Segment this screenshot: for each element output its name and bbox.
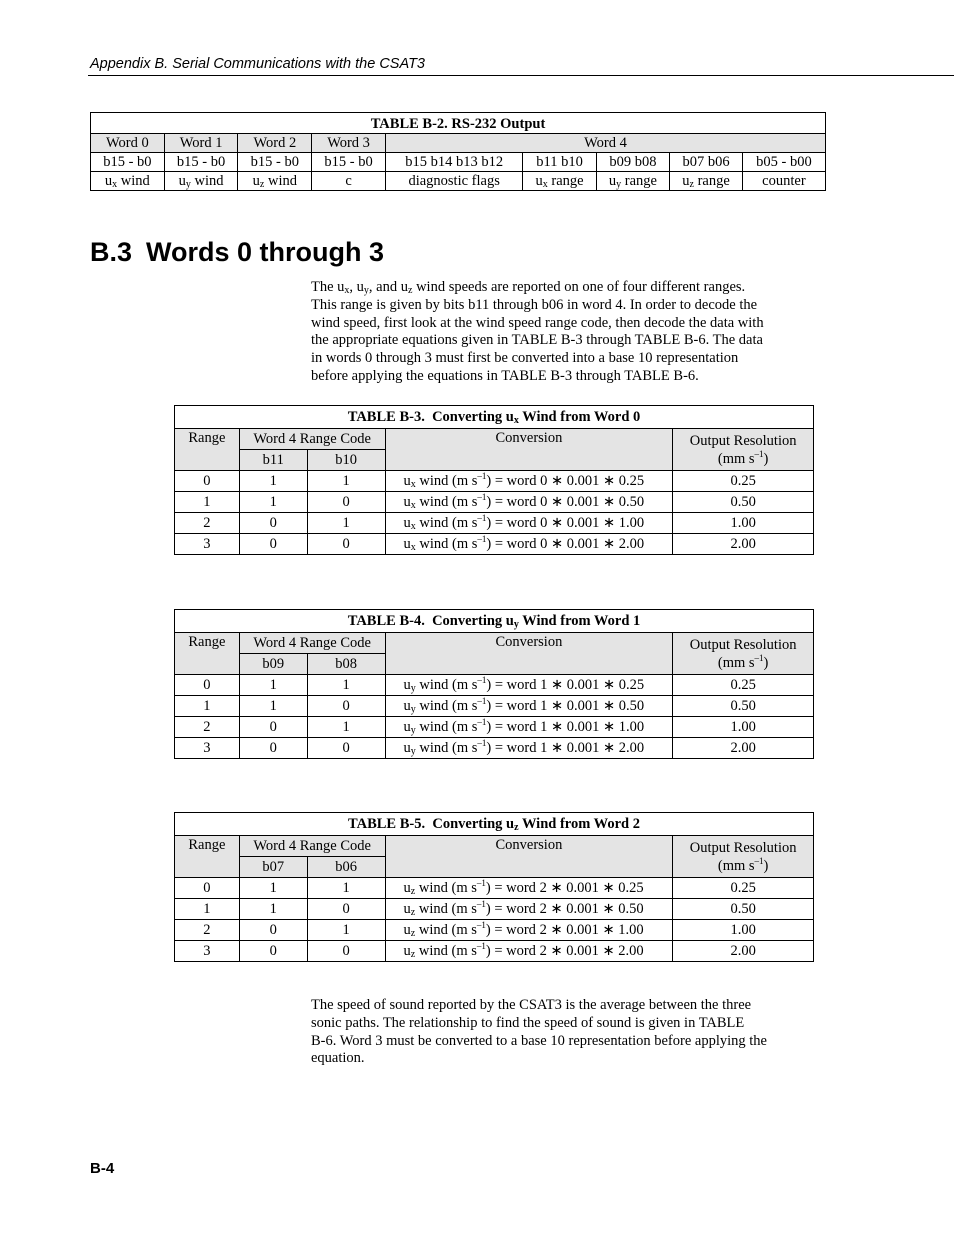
conversion-formula: $u_z$ wind (m $s^{-1}$) = word 2 ∗ 0.001 ∗ 0.25 (385, 878, 673, 899)
conversion-header: Conversion (385, 429, 673, 471)
bit-cell: 1 (239, 696, 307, 717)
resolution-cell: 2.00 (673, 534, 814, 555)
table-row (175, 738, 814, 759)
conversion-formula: $u_x$ wind (m $s^{-1}$) = word 0 ∗ 0.001 ∗ 2.00 (385, 534, 673, 555)
word-header: Word 0 (91, 134, 165, 153)
conversion-formula: $u_y$ wind (m $s^{-1}$) = word 1 ∗ 0.001 ∗ 0.25 (385, 675, 673, 696)
table-caption: TABLE B-5. Converting $u_z$ Wind from Word 2 (175, 813, 814, 836)
speed-of-sound-paragraph (311, 997, 811, 1068)
conversion-formula: $u_z$ wind (m $s^{-1}$) = word 2 ∗ 0.001 ∗ 1.00 (385, 920, 673, 941)
bit-cell: 1 (307, 471, 385, 492)
table-row (175, 492, 814, 513)
bits-cell: b09 b08 (596, 153, 669, 172)
conversion-formula: $u_x$ wind (m $s^{-1}$) = word 0 ∗ 0.001 ∗ 0.50 (385, 492, 673, 513)
bit-cell: 1 (307, 920, 385, 941)
resolution-cell: 2.00 (673, 738, 814, 759)
bits-cell: b05 - b00 (742, 153, 825, 172)
table-row (175, 675, 814, 696)
intro-paragraph (311, 279, 811, 386)
bits-cell: b15 - b0 (164, 153, 238, 172)
table-b4-converting-uy (174, 609, 814, 759)
resolution-cell: 0.25 (673, 878, 814, 899)
content-cell: $u_z$ wind (238, 172, 312, 191)
running-header: Appendix B. Serial Communications with the CSAT3 (90, 56, 425, 72)
table-b5-converting-uz (174, 812, 814, 962)
bit-cell: 1 (307, 878, 385, 899)
table-row (175, 878, 814, 899)
bits-cell: b15 - b0 (312, 153, 386, 172)
bit-cell: 0 (307, 738, 385, 759)
table-row (175, 471, 814, 492)
content-cell: diagnostic flags (385, 172, 522, 191)
table-row (175, 920, 814, 941)
bit-cell: 0 (239, 738, 307, 759)
resolution-cell: 0.50 (673, 696, 814, 717)
table-header-row (175, 836, 814, 857)
paragraph-line: This range is given by bits b11 through b06 in word 4. In order to decode the (311, 296, 758, 313)
resolution-header: Output Resolution (mm $s^{-1}$) (673, 836, 814, 878)
bits-cell: b07 b06 (670, 153, 743, 172)
paragraph-line: equation. (311, 1050, 365, 1067)
range-cell: 0 (175, 675, 240, 696)
bit-cell: 1 (307, 513, 385, 534)
paragraph-line: the appropriate equations given in TABLE B-3 through TABLE B-6. The data (311, 332, 763, 349)
word-header: Word 4 (385, 134, 825, 153)
table-b2-word-row (91, 134, 826, 153)
bit-header: b06 (307, 857, 385, 878)
table-row (175, 717, 814, 738)
bit-cell: 0 (239, 717, 307, 738)
paragraph-line: before applying the equations in TABLE B-3 through TABLE B-6. (311, 367, 699, 384)
bit-cell: 0 (239, 941, 307, 962)
word-header: Word 1 (164, 134, 238, 153)
table-row (175, 513, 814, 534)
table-b3-converting-ux (174, 405, 814, 555)
resolution-cell: 0.25 (673, 675, 814, 696)
paragraph-line: wind speed, first look at the wind speed range code, then decode the data with (311, 314, 764, 331)
table-row (175, 899, 814, 920)
range-cell: 1 (175, 492, 240, 513)
section-heading (90, 236, 384, 268)
bit-header: b08 (307, 654, 385, 675)
bit-cell: 0 (307, 899, 385, 920)
bit-cell: 0 (307, 696, 385, 717)
resolution-cell: 1.00 (673, 920, 814, 941)
bit-cell: 0 (307, 534, 385, 555)
range-cell: 1 (175, 899, 240, 920)
table-row (175, 696, 814, 717)
conversion-formula: $u_z$ wind (m $s^{-1}$) = word 2 ∗ 0.001 ∗ 0.50 (385, 899, 673, 920)
range-cell: 2 (175, 920, 240, 941)
table-row (175, 941, 814, 962)
range-header: Range (175, 429, 240, 471)
conversion-header: Conversion (385, 633, 673, 675)
bit-cell: 0 (239, 534, 307, 555)
bit-cell: 0 (239, 920, 307, 941)
range-code-header: Word 4 Range Code (239, 633, 385, 654)
bit-cell: 1 (239, 675, 307, 696)
content-cell: $u_z$ range (670, 172, 743, 191)
content-cell: $u_x$ range (523, 172, 596, 191)
resolution-header: Output Resolution (mm $s^{-1}$) (673, 429, 814, 471)
bit-header: b09 (239, 654, 307, 675)
bit-cell: 1 (239, 492, 307, 513)
range-cell: 1 (175, 696, 240, 717)
paragraph-line: The $u_x$, $u_y$, and $u_z$ wind speeds are reported on one of four different ranges. (311, 279, 746, 296)
bits-cell: b11 b10 (523, 153, 596, 172)
bit-cell: 0 (307, 492, 385, 513)
table-b2-caption: TABLE B-2. RS-232 Output (91, 113, 826, 134)
section-title: Words 0 through 3 (146, 237, 385, 267)
word-header: Word 2 (238, 134, 312, 153)
bit-cell: 1 (307, 717, 385, 738)
conversion-formula: $u_y$ wind (m $s^{-1}$) = word 1 ∗ 0.001 ∗ 0.50 (385, 696, 673, 717)
table-b2-content-row (91, 172, 826, 191)
range-code-header: Word 4 Range Code (239, 429, 385, 450)
conversion-formula: $u_y$ wind (m $s^{-1}$) = word 1 ∗ 0.001 ∗ 2.00 (385, 738, 673, 759)
resolution-cell: 2.00 (673, 941, 814, 962)
word-header: Word 3 (312, 134, 386, 153)
bit-header: b07 (239, 857, 307, 878)
bit-cell: 1 (239, 878, 307, 899)
conversion-formula: $u_x$ wind (m $s^{-1}$) = word 0 ∗ 0.001 ∗ 1.00 (385, 513, 673, 534)
table-header-row (175, 429, 814, 450)
conversion-formula: $u_y$ wind (m $s^{-1}$) = word 1 ∗ 0.001 ∗ 1.00 (385, 717, 673, 738)
resolution-cell: 1.00 (673, 513, 814, 534)
range-header: Range (175, 633, 240, 675)
resolution-cell: 0.50 (673, 492, 814, 513)
conversion-header: Conversion (385, 836, 673, 878)
bit-cell: 1 (307, 675, 385, 696)
content-cell: $u_x$ wind (91, 172, 165, 191)
table-caption: TABLE B-3. Converting $u_x$ Wind from Word 0 (175, 406, 814, 429)
paragraph-line: sonic paths. The relationship to find the speed of sound is given in TABLE (311, 1014, 745, 1031)
resolution-header: Output Resolution (mm $s^{-1}$) (673, 633, 814, 675)
page-number: B-4 (90, 1160, 115, 1177)
resolution-cell: 1.00 (673, 717, 814, 738)
content-cell: c (312, 172, 386, 191)
resolution-cell: 0.50 (673, 899, 814, 920)
bit-cell: 1 (239, 899, 307, 920)
section-number: B.3 (90, 237, 133, 267)
bit-header: b10 (307, 450, 385, 471)
header-rule (88, 75, 954, 76)
range-header: Range (175, 836, 240, 878)
range-cell: 0 (175, 471, 240, 492)
bits-cell: b15 b14 b13 b12 (385, 153, 522, 172)
table-b2-bits-row (91, 153, 826, 172)
range-cell: 0 (175, 878, 240, 899)
bit-header: b11 (239, 450, 307, 471)
range-cell: 3 (175, 738, 240, 759)
range-cell: 2 (175, 717, 240, 738)
range-cell: 2 (175, 513, 240, 534)
paragraph-line: B-6. Word 3 must be converted to a base 10 representation before applying the (311, 1032, 767, 1049)
conversion-formula: $u_x$ wind (m $s^{-1}$) = word 0 ∗ 0.001 ∗ 0.25 (385, 471, 673, 492)
range-code-header: Word 4 Range Code (239, 836, 385, 857)
paragraph-line: The speed of sound reported by the CSAT3 is the average between the three (311, 997, 752, 1013)
table-b2-rs232-output (90, 112, 826, 191)
content-cell: $u_y$ wind (164, 172, 238, 191)
bits-cell: b15 - b0 (238, 153, 312, 172)
bit-cell: 0 (239, 513, 307, 534)
bit-cell: 1 (239, 471, 307, 492)
range-cell: 3 (175, 941, 240, 962)
content-cell: counter (742, 172, 825, 191)
conversion-formula: $u_z$ wind (m $s^{-1}$) = word 2 ∗ 0.001 ∗ 2.00 (385, 941, 673, 962)
table-caption: TABLE B-4. Converting $u_y$ Wind from Word 1 (175, 610, 814, 633)
resolution-cell: 0.25 (673, 471, 814, 492)
table-header-row (175, 633, 814, 654)
table-row (175, 534, 814, 555)
paragraph-line: in words 0 through 3 must first be converted into a base 10 representation (311, 350, 739, 367)
content-cell: $u_y$ range (596, 172, 669, 191)
bits-cell: b15 - b0 (91, 153, 165, 172)
bit-cell: 0 (307, 941, 385, 962)
range-cell: 3 (175, 534, 240, 555)
